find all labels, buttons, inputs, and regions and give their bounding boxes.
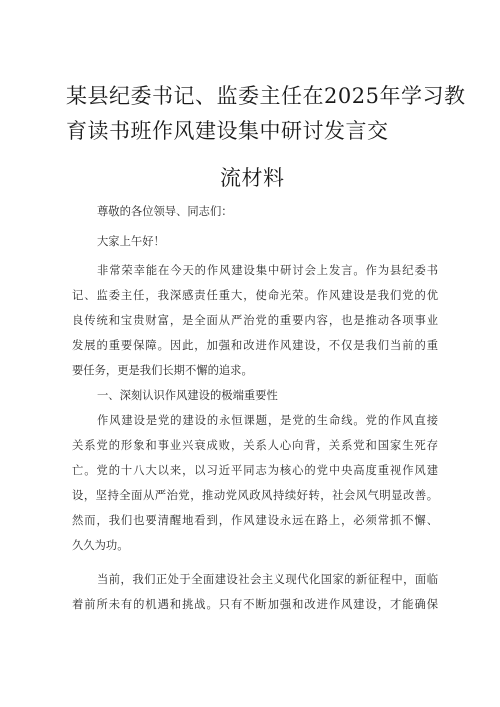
greeting: 大家上午好！ [97, 235, 165, 248]
document-title-line-3: 流材料 [220, 166, 285, 190]
paragraph-1-line-5: 要任务，更是我们长期不懈的追求。 [72, 364, 253, 377]
paragraph-3-line-1: 当前，我们正处于全面建设社会主义现代化国家的新征程中，面临 [97, 573, 438, 586]
paragraph-2-line-2: 关系党的形象和事业兴衰成败，关系人心向背，关系党和国家生死存 [72, 439, 438, 452]
paragraph-2-line-5: 然而，我们也要清醒地看到，作风建设永远在路上，必须常抓不懈、 [72, 514, 438, 527]
paragraph-2-line-6: 久久为功。 [72, 539, 129, 552]
paragraph-2-line-3: 亡。党的十八大以来，以习近平同志为核心的党中央高度重视作风建 [72, 464, 438, 477]
document-title-line-2: 育读书班作风建设集中研讨发言交 [66, 119, 389, 143]
paragraph-1-line-1: 非常荣幸能在今天的作风建设集中研讨会上发言。作为县纪委书 [97, 264, 438, 277]
document-title-line-1: 某县纪委书记、监委主任在2025年学习教 [66, 84, 466, 108]
paragraph-2-line-4: 设，坚持全面从严治党，推动党风政风持续好转，社会风气明显改善。 [72, 489, 438, 502]
paragraph-1-line-3: 良传统和宝贵财富，是全面从严治党的重要内容，也是推动各项事业 [72, 314, 438, 327]
paragraph-1-line-2: 记、监委主任，我深感责任重大，使命光荣。作风建设是我们党的优 [72, 289, 438, 302]
paragraph-3-line-2: 着前所未有的机遇和挑战。只有不断加强和改进作风建设，才能确保 [72, 598, 438, 611]
section-1-heading: 一、深刻认识作风建设的极端重要性 [97, 389, 278, 402]
salutation: 尊敬的各位领导、同志们： [97, 205, 233, 218]
paragraph-1-line-4: 发展的重要保障。因此，加强和改进作风建设，不仅是我们当前的重 [72, 339, 438, 352]
paragraph-2-line-1: 作风建设是党的建设的永恒课题，是党的生命线。党的作风直接 [97, 414, 438, 427]
